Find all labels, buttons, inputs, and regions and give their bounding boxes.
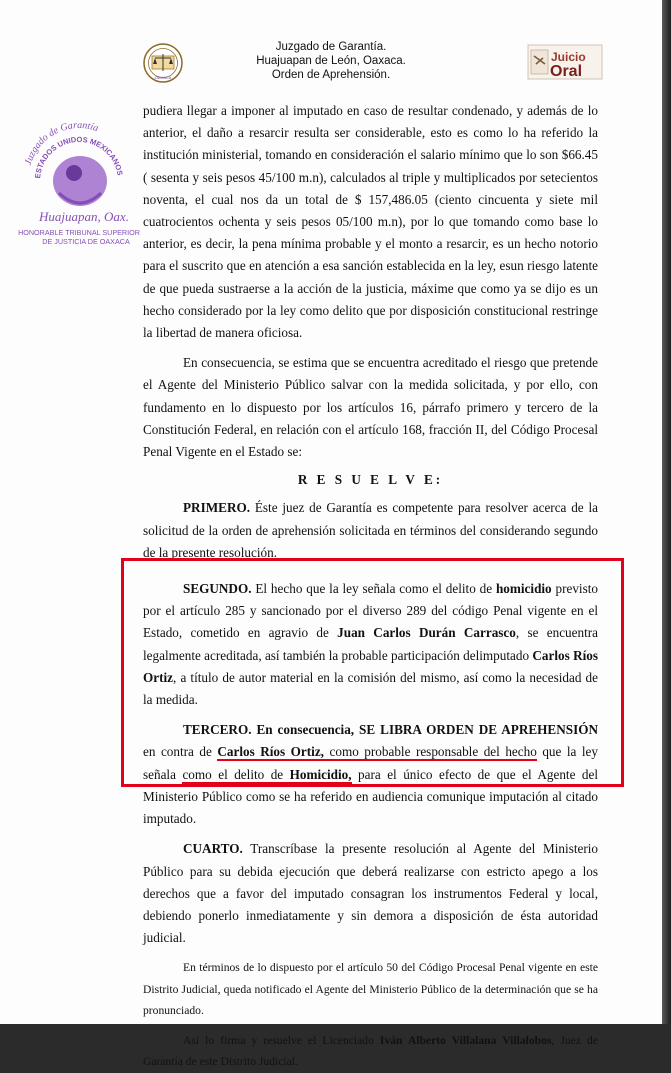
paragraph-risk: pudiera llegar a imponer al imputado en caso de resultar condenado, y además de lo anterior, el daño a resarcir resulta ser considerable, esto es como lo ha referido la institución ministerial, tomando en consideración el salario mínimo que lo son $66.45 ( sesenta y seis pesos 45/100 m.n), calculados al triple y multiplicados por setecientos noventa, el cual nos da un total de $ 157,486.05 (ciento cincuenta y siete mil cuatrocientos ochenta y seis pesos 05/100 m.n), por lo que tomando como base lo anterior, es decir, la pena mínima probable y el monto a resarcir, es un hecho notorio para el suscrito que en atención a esa sanción establecida en la ley, esun riesgo latente de que pueda sustraerse a la acción de la justicia, máxime que como ya se dijo es un hecho considerado por la ley como delito que por disposición constitucional restringe la libertad de manera oficiosa. (143, 103, 598, 341)
juicio-oral-logo-icon (527, 44, 603, 80)
svg-text:Oral: Oral (550, 63, 583, 80)
header-city: Huajuapan de León, Oaxaca. (256, 55, 406, 67)
segundo-label: SEGUNDO. (183, 581, 252, 597)
svg-text:DE JUSTICIA DE OAXACA: DE JUSTICIA DE OAXACA (42, 237, 130, 246)
paragraph-primero (143, 497, 598, 564)
paragraph-consequence: En consecuencia, se estima que se encuentra acreditado el riesgo que pretende el Agente del Ministerio Público salvar con la medida solicitada, y por ello, con fundamento en lo dispuesto por los artículos 16, párrafo primero y tercero de la Constitución Federal, en relación con el artículo 168, fracción II, del Código Procesal Penal Vigente en el Estado se: (143, 355, 598, 460)
tercero-label: TERCERO. En consecuencia, SE LIBRA ORDEN DE APREHENSIÓN (183, 722, 598, 738)
segundo-text-3: , se encuentra legalmente acreditada, así también la probable participación delimputado (143, 625, 599, 663)
svg-text:HONORABLE TRIBUNAL SUPERIOR: HONORABLE TRIBUNAL SUPERIOR (18, 228, 140, 237)
segundo-text-2: previsto por el artículo 285 y sancionado por el diverso 289 del código Penal vigente en el Estado, cometido en agravio de (143, 581, 598, 641)
resolves-title: R E S U E L V E: (297, 472, 444, 488)
segundo-text-4: , a título de autor material en la comisión del mismo, así como la necesidad de la medida. (143, 669, 598, 708)
primero-text: Éste juez de Garantía es competente para resolver acerca de la solicitud de la orden de aprehensión solicitada en términos del considerando segundo de la presente resolución. (143, 500, 598, 560)
svg-text:Juicio: Juicio (551, 50, 586, 64)
segundo-text-1: El hecho que la ley señala como el delito de (251, 581, 496, 597)
svg-text:Huajuapan, Oax.: Huajuapan, Oax. (39, 209, 129, 224)
primero-label: PRIMERO. (183, 500, 251, 516)
judge-name: Iván Alberto Villalana Villalobos (379, 1033, 552, 1047)
segundo-victim: Juan Carlos Durán Carrasco (337, 625, 516, 641)
tercero-crime-intro: como el delito de (182, 766, 290, 782)
tercero-accused: Carlos Ríos Ortiz, (217, 744, 324, 760)
tercero-text-1: en contra de (143, 744, 218, 760)
svg-text:Juzgado de Garantía: Juzgado de Garantía (22, 119, 100, 167)
segundo-accused: Carlos Ríos Ortiz (143, 647, 598, 685)
tercero-crime: Homicidio, (289, 766, 352, 782)
tercero-responsible: como probable responsable del hecho (323, 744, 537, 760)
paragraph-cuarto (143, 838, 598, 949)
paragraph-notification: En términos de lo dispuesto por el artículo 50 del Código Procesal Penal vigente en este Distrito Judicial, queda notificado el Agente del Ministerio Público de la determinación que se ha pronunciado. (143, 961, 598, 1018)
svg-text:ESTADOS UNIDOS MEXICANOS: ESTADOS UNIDOS MEXICANOS (33, 134, 125, 179)
highlight-box (121, 558, 624, 787)
cuarto-text: Transcríbase la presente resolución al Agente del Ministerio Público para su debida ejecución que deberá realizarse con estricto apego a los derechos que a favor del imputado consagran los instrumentos Federal y local, debiendo ponerlo inmediatamente y sin demora a disposición de ésta autoridad judicial. (143, 841, 598, 946)
segundo-crime: homicidio (495, 581, 552, 597)
tercero-text-2: que la ley señala (143, 744, 599, 782)
tercero-text-3: para el único efecto de que el Agente del Ministerio Público como se ha referido en audiencia comunique imputación al citado imputado. (143, 766, 599, 827)
paragraph-signature (143, 1030, 598, 1073)
cuarto-label: CUARTO. (183, 841, 243, 857)
official-seal-stamp (4, 103, 154, 253)
signature-text-2: , Juez de Garantía de este Distrito Judicial. (143, 1033, 598, 1069)
header-document-type: Orden de Aprehensión. (271, 69, 391, 81)
header-court: Juzgado de Garantía. (275, 41, 387, 53)
page-edge-shadow (662, 0, 671, 1024)
svg-text:OAXACA: OAXACA (154, 75, 172, 80)
signature-text-1: Así lo firma y resuelve el Licenciado (183, 1033, 380, 1047)
